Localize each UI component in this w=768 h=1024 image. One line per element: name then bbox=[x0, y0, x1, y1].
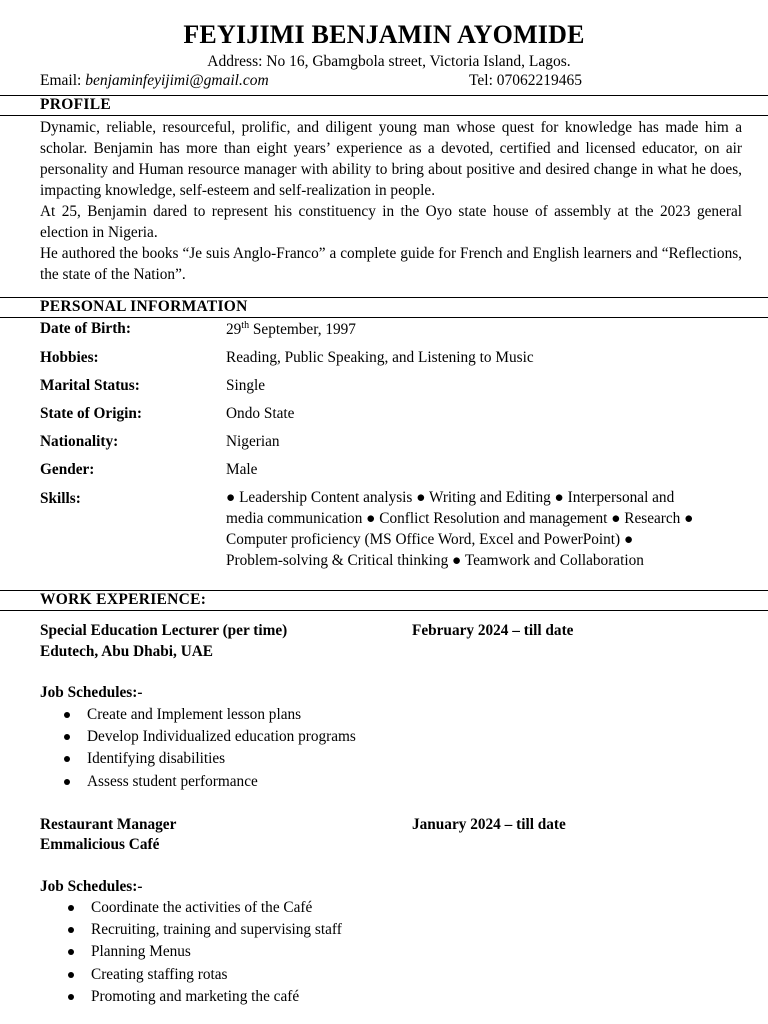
email-link[interactable]: benjaminfeyijimi@gmail.com bbox=[85, 72, 269, 89]
nationality-value: Nigerian bbox=[226, 433, 280, 450]
bullet-icon bbox=[68, 905, 74, 911]
bullet-icon bbox=[64, 756, 70, 762]
job-schedules-label: Job Schedules:- bbox=[40, 684, 143, 701]
marital-status-value: Single bbox=[226, 377, 266, 394]
section-title-work: WORK EXPERIENCE: bbox=[40, 591, 207, 608]
section-title-personal: PERSONAL INFORMATION bbox=[40, 298, 248, 315]
address: Address: No 16, Gbamgbola street, Victoria Island, Lagos. bbox=[207, 53, 571, 70]
skills-line: ● Leadership Content analysis ● Writing and Editing ● Interpersonal and bbox=[226, 489, 675, 506]
bullet-icon bbox=[64, 712, 70, 718]
job-date: February 2024 – till date bbox=[412, 622, 574, 639]
dob-day: 29 bbox=[226, 321, 242, 339]
hobbies-value: Reading, Public Speaking, and Listening to Music bbox=[226, 349, 534, 366]
email-label: Email: bbox=[40, 72, 86, 89]
job-role: Special Education Lecturer (per time) bbox=[40, 622, 288, 639]
nationality-label: Nationality: bbox=[40, 433, 119, 450]
profile-paragraph: Dynamic, reliable, resourceful, prolific, and diligent young man whose quest for knowledge has made him a scholar. Benjamin has more than eight years’ experience as a devoted, certified and licensed educator, on air personality and Human resource manager with ability to bring about positive and desired change in what he does, impacting knowledge, self-esteem and self-realization in people. bbox=[40, 119, 742, 199]
profile-paragraph: At 25, Benjamin dared to represent his constituency in the Oyo state house of assembly at the 2023 general election in Nigeria. bbox=[40, 203, 742, 241]
bullet-icon bbox=[64, 734, 70, 740]
section-title-profile: PROFILE bbox=[40, 96, 111, 113]
divider bbox=[0, 95, 768, 96]
list-item: Create and Implement lesson plans bbox=[87, 704, 356, 726]
gender-label: Gender: bbox=[40, 461, 95, 478]
bullet-icon bbox=[68, 927, 74, 933]
duties-list bbox=[87, 704, 356, 793]
gender-value: Male bbox=[226, 461, 258, 478]
job-date: January 2024 – till date bbox=[412, 816, 566, 833]
list-item: Assess student performance bbox=[87, 771, 356, 793]
job-role: Restaurant Manager bbox=[40, 816, 177, 833]
marital-status-label: Marital Status: bbox=[40, 377, 140, 394]
list-item: Planning Menus bbox=[91, 941, 342, 963]
list-item: Coordinate the activities of the Café bbox=[91, 897, 342, 919]
dob-rest: September, 1997 bbox=[249, 321, 356, 339]
list-item: Recruiting, training and supervising staff bbox=[91, 919, 342, 941]
profile-text bbox=[40, 117, 742, 285]
job-schedules-label: Job Schedules:- bbox=[40, 878, 143, 895]
bullet-icon bbox=[64, 779, 70, 785]
skills-line: Computer proficiency (MS Office Word, Excel and PowerPoint) ● bbox=[226, 531, 634, 548]
skills-list bbox=[226, 487, 742, 571]
contact-row bbox=[40, 72, 740, 90]
list-item: Promoting and marketing the café bbox=[91, 986, 342, 1008]
state-of-origin-label: State of Origin: bbox=[40, 405, 142, 422]
list-item: Identifying disabilities bbox=[87, 748, 356, 770]
hobbies-label: Hobbies: bbox=[40, 349, 99, 366]
dob-value bbox=[226, 320, 356, 339]
duties-list bbox=[91, 897, 342, 1008]
divider bbox=[0, 317, 768, 318]
list-item: Creating staffing rotas bbox=[91, 964, 342, 986]
skills-line: Problem-solving & Critical thinking ● Teamwork and Collaboration bbox=[226, 552, 644, 569]
bullet-icon bbox=[68, 994, 74, 1000]
phone-number: Tel: 07062219465 bbox=[469, 72, 583, 89]
job-company: Emmalicious Café bbox=[40, 836, 160, 853]
divider bbox=[0, 610, 768, 611]
dob-suffix: th bbox=[241, 320, 250, 331]
bullet-icon bbox=[68, 949, 74, 955]
job-company: Edutech, Abu Dhabi, UAE bbox=[40, 643, 213, 660]
list-item: Develop Individualized education programs bbox=[87, 726, 356, 748]
dob-label: Date of Birth: bbox=[40, 320, 131, 337]
skills-line: media communication ● Conflict Resolution and management ● Research ● bbox=[226, 510, 694, 527]
profile-paragraph: He authored the books “Je suis Anglo-Franco” a complete guide for French and English learners and “Reflections, the state of the Nation”. bbox=[40, 245, 742, 283]
divider bbox=[0, 115, 768, 116]
resume-name: FEYIJIMI BENJAMIN AYOMIDE bbox=[183, 20, 585, 49]
bullet-icon bbox=[68, 972, 74, 978]
state-of-origin-value: Ondo State bbox=[226, 405, 295, 422]
skills-label: Skills: bbox=[40, 490, 81, 507]
